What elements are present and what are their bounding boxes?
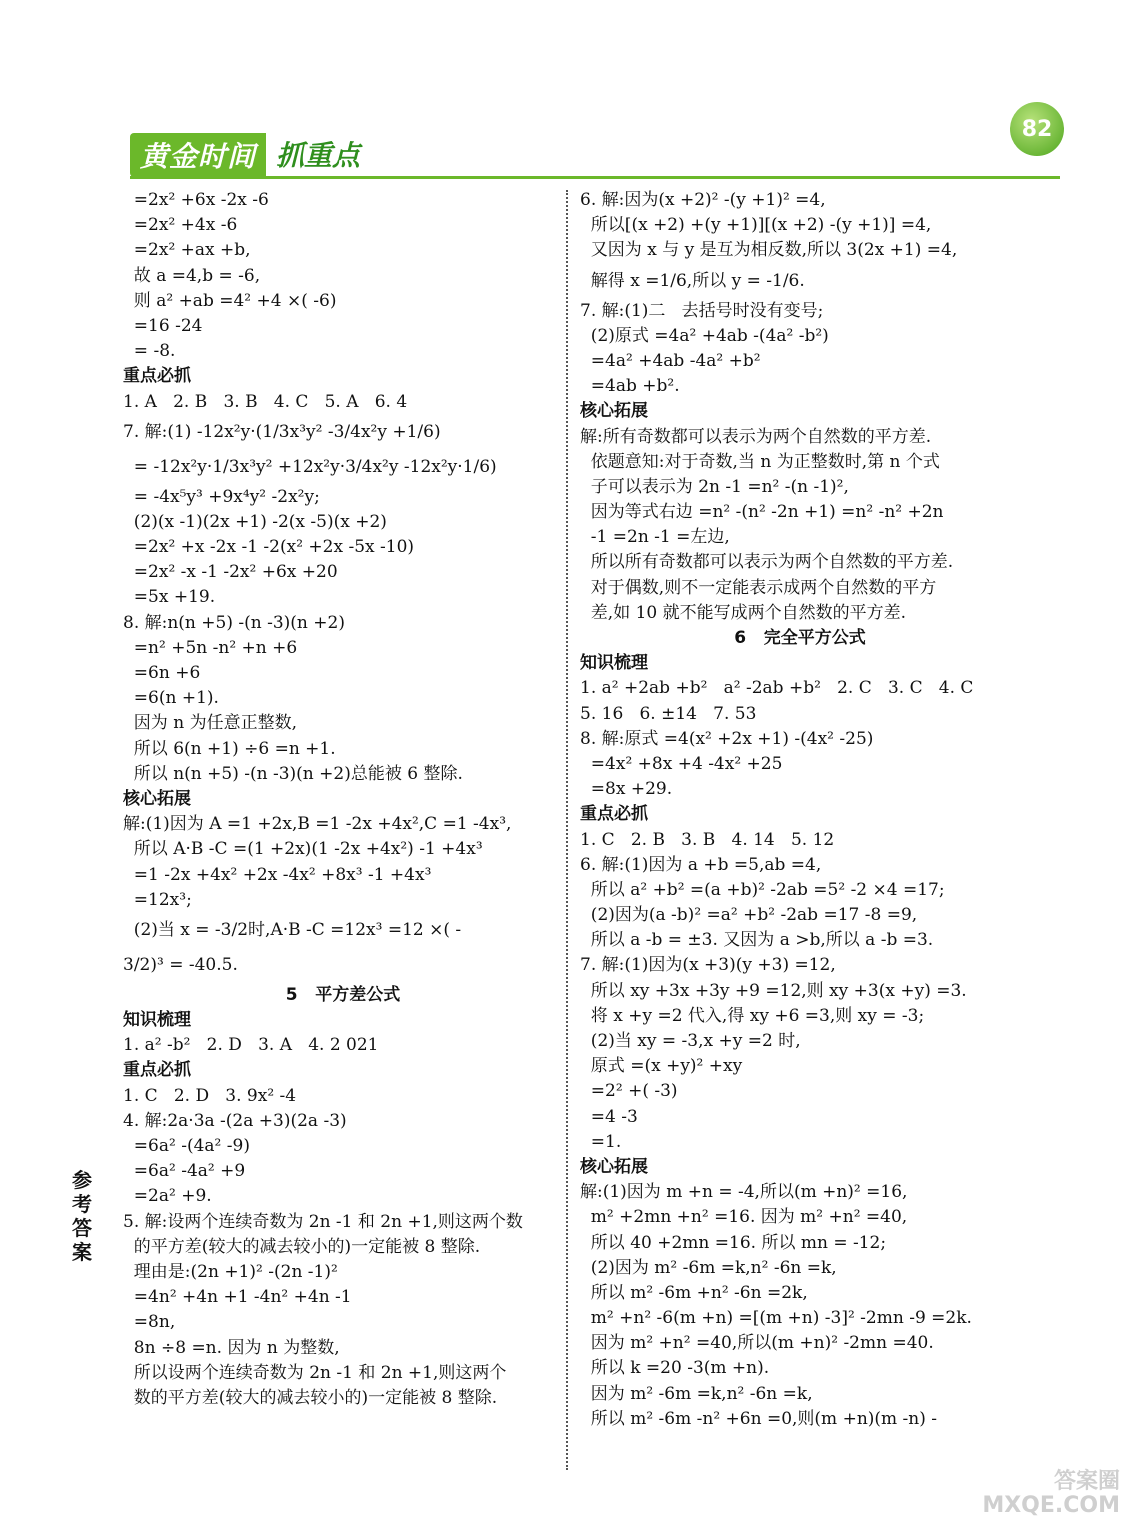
text-line: 则 a² +ab =4² +4 ×( -6) <box>123 290 337 311</box>
text-line: =2x² +6x -2x -6 <box>123 190 269 210</box>
text-line: 6. 解:因为(x +2)² -(y +1)² =4, <box>580 190 826 210</box>
logo-part1: 黄金时间 <box>130 133 266 177</box>
side-label-char: 案 <box>72 1240 92 1264</box>
text-line: 所以 k =20 -3(m +n). <box>580 1358 770 1379</box>
text-line: (2)因为(a -b)² =a² +b² -2ab =17 -8 =9, <box>580 905 918 926</box>
text-line: m² +n² -6(m +n) =[(m +n) -3]² -2mn -9 =2k. <box>580 1308 972 1329</box>
section-heading: 6 完全平方公式 <box>734 628 866 648</box>
text-line: 因为 n 为任意正整数, <box>123 713 297 734</box>
text-line: 所以 6(n +1) ÷6 =n +1. <box>123 738 336 759</box>
text-line: 所以 a -b = ±3. 又因为 a >b,所以 a -b =3. <box>580 930 934 951</box>
text-line: 1. a² +2ab +b² a² -2ab +b² 2. C 3. C 4. C <box>580 678 974 699</box>
text-line: (2)因为 m² -6m =k,n² -6n =k, <box>580 1257 837 1278</box>
text-line: =n² +5n -n² +n +6 <box>123 637 298 658</box>
right-column <box>580 188 1020 1432</box>
section-heading: 核心拓展 <box>580 1156 648 1177</box>
text-line: 差,如 10 就不能写成两个自然数的平方差. <box>580 602 907 623</box>
text-line: 8. 解:n(n +5) -(n -3)(n +2) <box>123 612 345 633</box>
text-line: 对于偶数,则不一定能表示成两个自然数的平方 <box>580 577 937 598</box>
text-line: 故 a =4,b = -6, <box>123 265 261 286</box>
text-line: =4x² +8x +4 -4x² +25 <box>580 753 783 774</box>
section-heading: 重点必抓 <box>580 804 648 825</box>
text-line: 1. C 2. D 3. 9x² -4 <box>123 1085 297 1106</box>
text-line: = -12x²y·1/3x³y² +12x²y·3/4x²y -12x²y·1/6) <box>123 456 497 477</box>
text-line: 所以 m² -6m +n² -6n =2k, <box>580 1282 808 1303</box>
side-label <box>68 1168 96 1264</box>
text-line: 原式 =(x +y)² +xy <box>580 1056 743 1077</box>
text-line: 子可以表示为 2n -1 =n² -(n -1)², <box>580 476 849 497</box>
text-line: =4ab +b². <box>580 376 680 397</box>
text-line: =4 -3 <box>580 1106 638 1127</box>
text-line: =8n, <box>123 1312 176 1333</box>
text-line: =4a² +4ab -4a² +b² <box>580 350 761 371</box>
text-line: =6(n +1). <box>123 688 219 709</box>
text-line: m² +2mn +n² =16. 因为 m² +n² =40, <box>580 1207 908 1228</box>
section-heading: 知识梳理 <box>123 1010 191 1031</box>
column-divider <box>566 190 568 1470</box>
text-line: 所以 xy +3x +3y +9 =12,则 xy +3(x +y) =3. <box>580 980 967 1001</box>
text-line: =1 -2x +4x² +2x -4x² +8x³ -1 +4x³ <box>123 864 432 885</box>
text-line: (2)当 x = -3/2时,A·B -C =12x³ =12 ×( - <box>123 919 462 940</box>
section-heading: 核心拓展 <box>580 401 648 422</box>
text-line: 理由是:(2n +1)² -(2n -1)² <box>123 1261 338 1282</box>
text-line: 7. 解:(1)二 去括号时没有变号; <box>580 300 824 321</box>
text-line: 的平方差(较大的减去较小的)一定能被 8 整除. <box>123 1236 481 1257</box>
text-line: 所以 40 +2mn =16. 所以 mn = -12; <box>580 1232 887 1253</box>
watermark-line1: 答案圈 <box>1053 1469 1120 1494</box>
text-line: 1. A 2. B 3. B 4. C 5. A 6. 4 <box>123 391 408 412</box>
text-line: =6a² -(4a² -9) <box>123 1136 250 1156</box>
text-line: 4. 解:2a·3a -(2a +3)(2a -3) <box>123 1110 347 1131</box>
text-line: =8x +29. <box>580 779 673 800</box>
text-line: 5. 解:设两个连续奇数为 2n -1 和 2n +1,则这两个数 <box>123 1211 523 1232</box>
text-line: =2x² +x -2x -1 -2(x² +2x -5x -10) <box>123 537 415 558</box>
text-line: 所以 n(n +5) -(n -3)(n +2)总能被 6 整除. <box>123 763 463 784</box>
text-line: = -4x⁵y³ +9x⁴y² -2x²y; <box>123 486 320 507</box>
left-column <box>123 188 563 1411</box>
text-line: =6a² -4a² +9 <box>123 1161 246 1182</box>
section-heading: 重点必抓 <box>123 1060 191 1081</box>
text-line: =12x³; <box>123 889 192 910</box>
text-line: 5. 16 6. ±14 7. 53 <box>580 703 757 724</box>
section-heading: 知识梳理 <box>580 653 648 674</box>
text-line: =2² +( -3) <box>580 1081 678 1102</box>
text-line: 所以 A·B -C =(1 +2x)(1 -2x +4x²) -1 +4x³ <box>123 839 483 860</box>
text-line: =2x² +4x -6 <box>123 215 238 236</box>
section-heading: 5 平方差公式 <box>285 984 401 1005</box>
text-line: 所以所有奇数都可以表示为两个自然数的平方差. <box>580 552 954 573</box>
text-line: 1. C 2. B 3. B 4. 14 5. 12 <box>580 829 835 850</box>
logo-part2: 抓重点 <box>266 132 370 179</box>
text-line: 解得 x =1/6,所以 y = -1/6. <box>580 270 805 291</box>
text-line: =2a² +9. <box>123 1186 212 1207</box>
text-line: 1. a² -b² 2. D 3. A 4. 2 021 <box>123 1035 379 1056</box>
text-line: 8n ÷8 =n. 因为 n 为整数, <box>123 1337 340 1358</box>
text-line: =5x +19. <box>123 587 216 608</box>
section-heading: 核心拓展 <box>123 788 191 809</box>
text-line: 数的平方差(较大的减去较小的)一定能被 8 整除. <box>123 1387 498 1408</box>
text-line: 6. 解:(1)因为 a +b =5,ab =4, <box>580 854 822 875</box>
text-line: =1. <box>580 1131 622 1152</box>
text-line: 所以设两个连续奇数为 2n -1 和 2n +1,则这两个 <box>123 1362 507 1383</box>
side-label-char: 考 <box>72 1192 92 1216</box>
text-line: 依题意知:对于奇数,当 n 为正整数时,第 n 个式 <box>580 451 940 472</box>
text-line: =16 -24 <box>123 315 203 336</box>
text-line: =2x² +ax +b, <box>123 240 251 261</box>
text-line: 因为 m² +n² =40,所以(m +n)² -2mn =40. <box>580 1333 934 1354</box>
text-line: 7. 解:(1)因为(x +3)(y +3) =12, <box>580 955 836 976</box>
text-line: -1 =2n -1 =左边, <box>580 527 730 548</box>
text-line: 所以 a² +b² =(a +b)² -2ab =5² -2 ×4 =17; <box>580 879 945 900</box>
text-line: =6n +6 <box>123 663 201 683</box>
side-label-char: 参 <box>72 1168 92 1192</box>
text-line: 所以 m² -6m -n² +6n =0,则(m +n)(m -n) - <box>580 1408 938 1429</box>
page-header <box>130 130 1130 180</box>
text-line: 解:所有奇数都可以表示为两个自然数的平方差. <box>580 426 932 447</box>
side-label-char: 答 <box>72 1216 92 1240</box>
text-line: 解:(1)因为 m +n = -4,所以(m +n)² =16, <box>580 1182 908 1203</box>
text-line: 3/2)³ = -40.5. <box>123 954 238 975</box>
section-heading: 重点必抓 <box>123 366 191 387</box>
text-line: 8. 解:原式 =4(x² +2x +1) -(4x² -25) <box>580 728 874 749</box>
text-line: 因为等式右边 =n² -(n² -2n +1) =n² -n² +2n <box>580 502 944 523</box>
text-line: (2)原式 =4a² +4ab -(4a² -b²) <box>580 325 829 346</box>
watermark <box>950 1470 1120 1530</box>
text-line: (2)当 xy = -3,x +y =2 时, <box>580 1031 801 1051</box>
page-number-badge: 82 <box>1010 102 1064 156</box>
text-line: 因为 m² -6m =k,n² -6n =k, <box>580 1383 813 1404</box>
text-line: =4n² +4n +1 -4n² +4n -1 <box>123 1287 352 1308</box>
text-line: 将 x +y =2 代入,得 xy +6 =3,则 xy = -3; <box>580 1005 925 1026</box>
brand-logo <box>130 136 370 174</box>
header-rule <box>130 176 1060 179</box>
text-line: 7. 解:(1) -12x²y·(1/3x³y² -3/4x²y +1/6) <box>123 421 441 442</box>
text-line: 又因为 x 与 y 是互为相反数,所以 3(2x +1) =4, <box>580 240 958 261</box>
text-line: =2x² -x -1 -2x² +6x +20 <box>123 562 338 583</box>
text-line: = -8. <box>123 341 176 362</box>
text-line: 所以[(x +2) +(y +1)][(x +2) -(y +1)] =4, <box>580 215 932 236</box>
text-line: (2)(x -1)(2x +1) -2(x -5)(x +2) <box>123 511 387 532</box>
text-line: 解:(1)因为 A =1 +2x,B =1 -2x +4x²,C =1 -4x³, <box>123 814 512 835</box>
watermark-line2: MXQE.COM <box>982 1493 1120 1518</box>
